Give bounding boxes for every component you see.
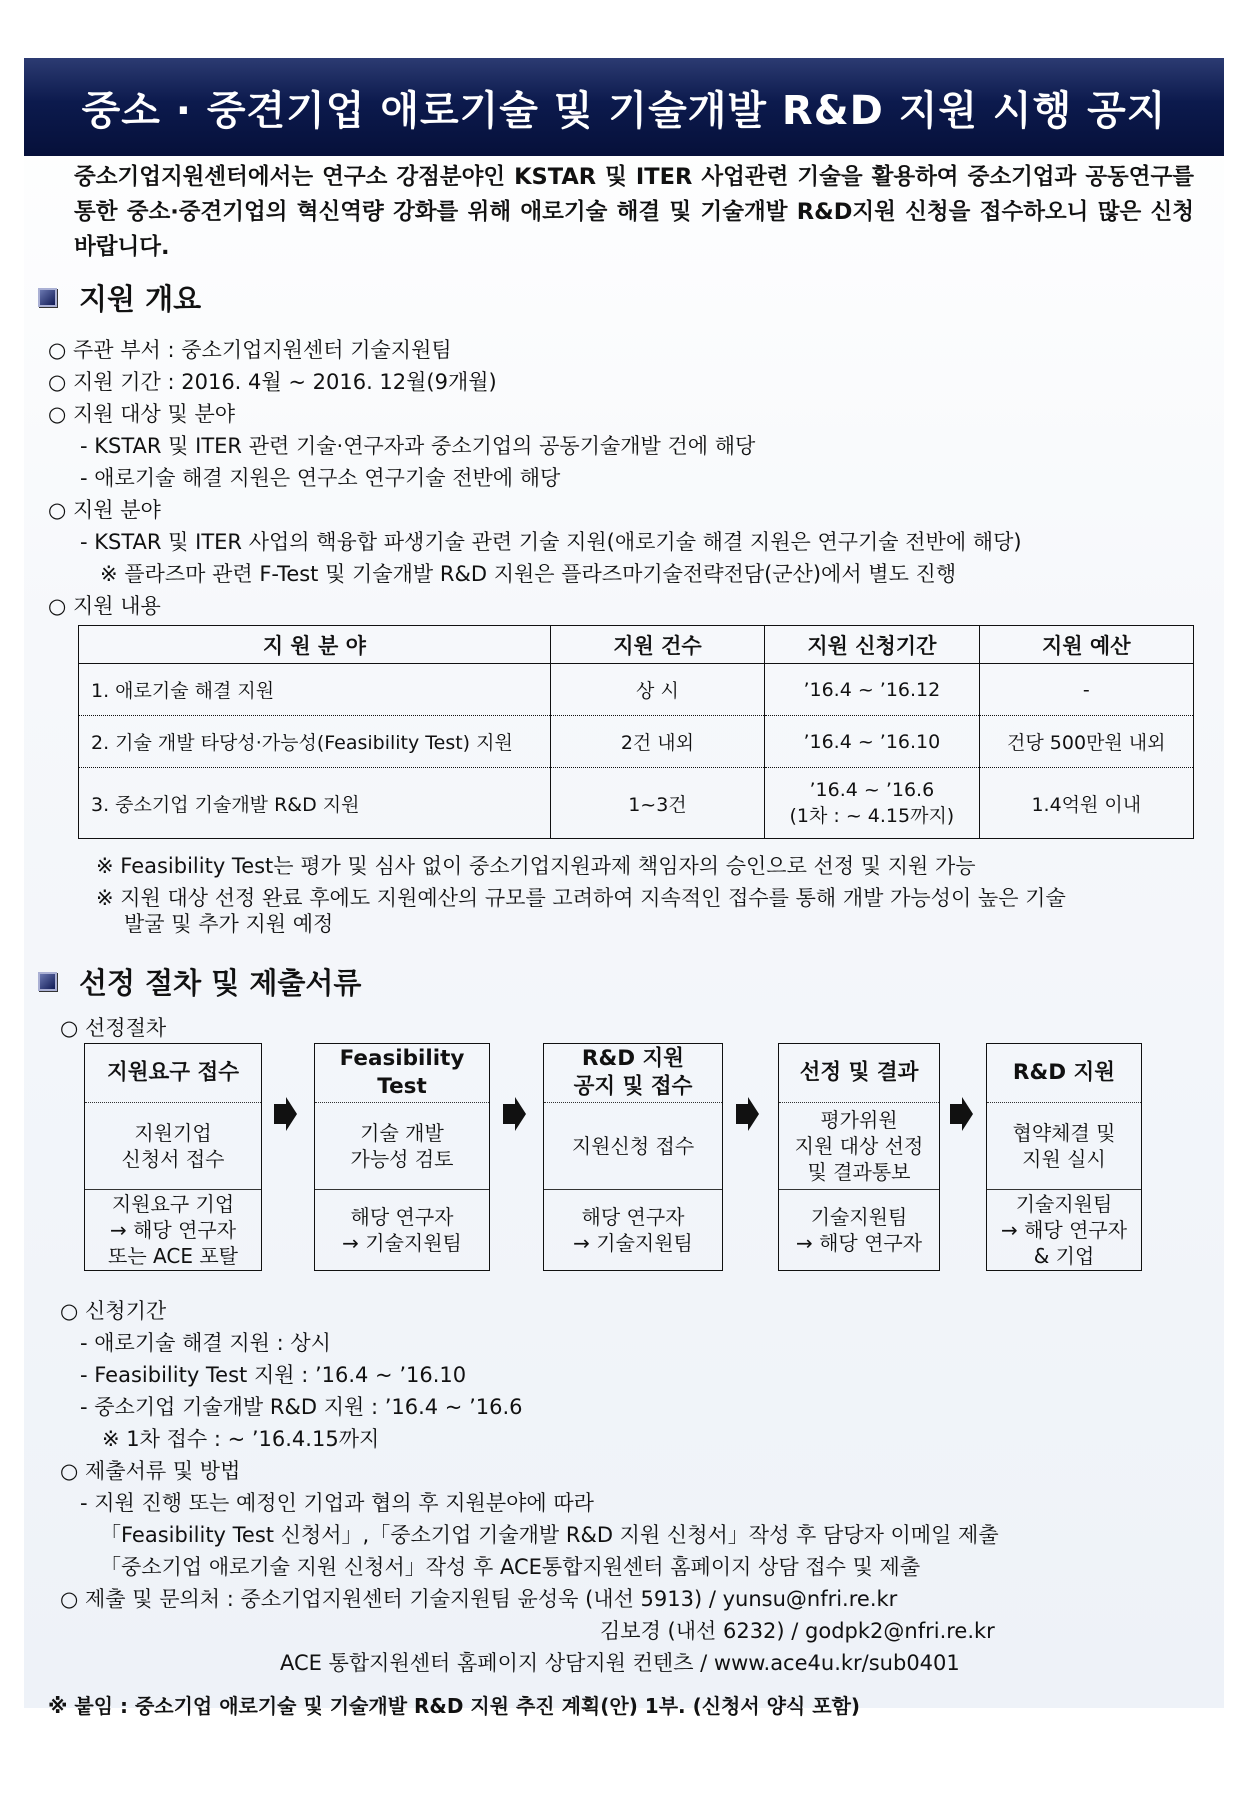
flow-step-head: Feasibility Test bbox=[315, 1044, 489, 1103]
overview-line: ○ 지원 분야 bbox=[48, 498, 161, 522]
attachment-note: ※ 붙임 : 중소기업 애로기술 및 기술개발 R&D 지원 추진 계획(안) 1부. (신청서 양식 포함) bbox=[48, 1694, 861, 1718]
square-bullet-icon bbox=[38, 288, 57, 307]
table-note: 발굴 및 추가 지원 예정 bbox=[124, 912, 334, 936]
procedure-subline: - Feasibility Test 지원 : ’16.4 ~ ’16.10 bbox=[80, 1363, 467, 1387]
flow-step bbox=[314, 1043, 490, 1271]
section-title-text: 선정 절차 및 제출서류 bbox=[79, 966, 362, 1000]
table-cell: 건당 500만원 내외 bbox=[979, 716, 1193, 768]
flow-step-mid: 지원기업 신청서 접수 bbox=[85, 1103, 261, 1190]
flow-step-bottom: 해당 연구자 → 기술지원팀 bbox=[573, 1205, 693, 1255]
table-header-cell: 지원 건수 bbox=[550, 626, 764, 664]
arrow-right-icon bbox=[501, 1096, 527, 1132]
overview-line: ○ 지원 대상 및 분야 bbox=[48, 402, 236, 426]
table-cell: 1~3건 bbox=[550, 768, 764, 839]
flow-step-bottom: 해당 연구자 → 기술지원팀 bbox=[342, 1205, 462, 1255]
overview-subline: - KSTAR 및 ITER 관련 기술·연구자과 중소기업의 공동기술개발 건에 해당 bbox=[80, 434, 756, 458]
table-cell: 2건 내외 bbox=[550, 716, 764, 768]
procedure-subline: 「중소기업 애로기술 지원 신청서」작성 후 ACE통합지원센터 홈페이지 상담 접수 및 제출 bbox=[100, 1555, 921, 1579]
title-banner bbox=[24, 58, 1224, 156]
overview-note: ※ 플라즈마 관련 F-Test 및 기술개발 R&D 지원은 플라즈마기술전략전담(군산)에서 별도 진행 bbox=[100, 562, 957, 586]
section-title-text: 지원 개요 bbox=[79, 282, 202, 316]
table-row bbox=[79, 664, 1194, 716]
overview-subline: - 애로기술 해결 지원은 연구소 연구기술 전반에 해당 bbox=[80, 466, 561, 490]
procedure-label: ○ 선정절차 bbox=[60, 1016, 167, 1040]
contact-line: ○ 제출 및 문의처 : 중소기업지원센터 기술지원팀 윤성욱 (내선 5913) / yunsu@nfri.re.kr bbox=[60, 1587, 898, 1611]
flow-step-bottom: 기술지원팀 → 해당 연구자 bbox=[795, 1205, 923, 1255]
table-cell: 2. 기술 개발 타당성·가능성(Feasibility Test) 지원 bbox=[79, 716, 551, 768]
table-header-row bbox=[79, 626, 1194, 664]
flow-step-bottom: 기술지원팀 → 해당 연구자 & 기업 bbox=[1000, 1192, 1128, 1268]
table-row bbox=[79, 716, 1194, 768]
flow-step bbox=[986, 1043, 1142, 1271]
table-header-cell: 지원 신청기간 bbox=[765, 626, 979, 664]
procedure-subline: - 중소기업 기술개발 R&D 지원 : ’16.4 ~ ’16.6 bbox=[80, 1395, 523, 1419]
procedure-note: ※ 1차 접수 : ~ ’16.4.15까지 bbox=[102, 1427, 380, 1451]
table-cell: ’16.4 ~ ’16.10 bbox=[765, 716, 979, 768]
overview-line: ○ 지원 내용 bbox=[48, 594, 161, 618]
page-title: 중소 · 중견기업 애로기술 및 기술개발 R&D 지원 시행 공지 bbox=[81, 87, 1167, 134]
flow-step-head: 선정 및 결과 bbox=[779, 1044, 939, 1103]
flow-step bbox=[778, 1043, 940, 1271]
table-cell: ’16.4 ~ ’16.12 bbox=[765, 664, 979, 716]
period-note: (1차 : ~ 4.15까지) bbox=[789, 804, 955, 827]
table-cell: 1.4억원 이내 bbox=[979, 768, 1193, 839]
flow-step bbox=[543, 1043, 723, 1271]
flow-step-mid: 협약체결 및 지원 실시 bbox=[987, 1103, 1141, 1190]
procedure-subline: 「Feasibility Test 신청서」,「중소기업 기술개발 R&D 지원 신청서」작성 후 담당자 이메일 제출 bbox=[100, 1523, 999, 1547]
overview-subline: - KSTAR 및 ITER 사업의 핵융합 파생기술 관련 기술 지원(애로기술 해결 지원은 연구기술 전반에 해당) bbox=[80, 530, 1022, 554]
arrow-right-icon bbox=[272, 1096, 298, 1132]
procedure-subline: - 지원 진행 또는 예정인 기업과 협의 후 지원분야에 따라 bbox=[80, 1491, 594, 1515]
flow-step-mid: 평가위원 지원 대상 선정 및 결과통보 bbox=[779, 1103, 939, 1190]
period-text: ’16.4 ~ ’16.6 bbox=[809, 778, 935, 801]
overview-line: ○ 지원 기간 : 2016. 4월 ~ 2016. 12월(9개월) bbox=[48, 370, 497, 394]
table-cell: 3. 중소기업 기술개발 R&D 지원 bbox=[79, 768, 551, 839]
procedure-subline: - 애로기술 해결 지원 : 상시 bbox=[80, 1331, 331, 1355]
flow-step-head: R&D 지원 bbox=[987, 1044, 1141, 1103]
table-cell-period bbox=[765, 768, 979, 839]
intro-paragraph: 중소기업지원센터에서는 연구소 강점분야인 KSTAR 및 ITER 사업관련 기술을 활용하여 중소기업과 공동연구를 통한 중소·중견기업의 혁신역량 강화를 위해 애로기술 해결 및 기술개발 R&D지원 신청을 접수하오니 많은 신청 바랍니다. bbox=[74, 164, 1194, 260]
contact-line: ACE 통합지원센터 홈페이지 상담지원 컨텐츠 / www.ace4u.kr/sub0401 bbox=[280, 1651, 960, 1675]
table-header-cell: 지 원 분 야 bbox=[79, 626, 551, 664]
section-title-procedure bbox=[38, 961, 361, 1002]
table-cell: - bbox=[979, 664, 1193, 716]
flow-step-bottom: 지원요구 기업 → 해당 연구자 또는 ACE 포탈 bbox=[108, 1192, 238, 1268]
flow-step-mid: 지원신청 접수 bbox=[544, 1103, 722, 1190]
overview-line: ○ 주관 부서 : 중소기업지원센터 기술지원팀 bbox=[48, 338, 452, 362]
flow-step-head: 지원요구 접수 bbox=[85, 1044, 261, 1103]
flow-step-mid: 기술 개발 가능성 검토 bbox=[315, 1103, 489, 1190]
arrow-right-icon bbox=[948, 1096, 974, 1132]
square-bullet-icon bbox=[38, 972, 57, 991]
section-title-overview bbox=[38, 277, 201, 318]
table-header-cell: 지원 예산 bbox=[979, 626, 1193, 664]
flow-step bbox=[84, 1043, 262, 1271]
contact-line: 김보경 (내선 6232) / godpk2@nfri.re.kr bbox=[600, 1619, 995, 1643]
arrow-right-icon bbox=[734, 1096, 760, 1132]
procedure-line: ○ 신청기간 bbox=[60, 1299, 167, 1323]
table-note: ※ 지원 대상 선정 완료 후에도 지원예산의 규모를 고려하여 지속적인 접수를 통해 개발 가능성이 높은 기술 bbox=[96, 886, 1066, 910]
table-note: ※ Feasibility Test는 평가 및 심사 없이 중소기업지원과제 책임자의 승인으로 선정 및 지원 가능 bbox=[96, 854, 976, 878]
support-table bbox=[78, 625, 1194, 839]
flow-step-head: R&D 지원 공지 및 접수 bbox=[544, 1044, 722, 1103]
table-row bbox=[79, 768, 1194, 839]
table-cell: 1. 애로기술 해결 지원 bbox=[79, 664, 551, 716]
procedure-line: ○ 제출서류 및 방법 bbox=[60, 1459, 241, 1483]
table-cell: 상 시 bbox=[550, 664, 764, 716]
